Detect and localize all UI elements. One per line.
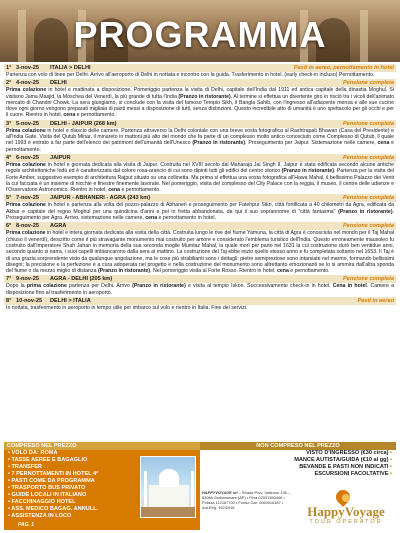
day-meal-plan: Pensione completa (343, 154, 394, 161)
day-block (4, 120, 396, 153)
day-route: JAIPUR - ABHANERI - AGRA (243 km) (50, 195, 151, 202)
day-meal-plan: Pensione completa (343, 120, 394, 127)
day-meal-plan: Pasti in aereo, pernottamento in hotel (293, 65, 394, 71)
day-number: 6° (6, 223, 12, 230)
day-description: Prima colazione in hotel e rilascio delle camere. Partenza attraverso la Delhi coloniale con una breve sosta fotografica al Rashtrapati Bhawan (Casa del Presidente) e all'India Gate. Visita del Qutub Minar, il minareto in mattoni più alto del mondo che fa parte di un complesso molto antico conosciuto come Complesso di Qutub, il quale nel 1993 è entrato a far parte dell'elenco dei patrimoni dell'umanità dell'Unesco (Pranzo in ristorante). Proseguimento per Jaipur. Sistemazione nelle camere, cena e pernottamento. (6, 127, 395, 153)
agency-details: – Strada Prov. Valleone 136 – 63066 Grottammare (AP) • P.iva 02031350446 • Polizza 112167700 • Fondo Gar: 0060016187 • Aut.Reg. 492/2018 (202, 490, 291, 510)
day-header (4, 120, 396, 128)
day-number: 7° (6, 276, 12, 283)
happyvoyage-logo (296, 490, 396, 530)
day-block (4, 64, 396, 78)
included-item: • PASTI COME DA PROGRAMMA (8, 478, 95, 484)
day-description: In nottata, trasferimento in aeroporto in tempo utile per imbarco sul volo e rientro in Italia. Fine dei servizi. (6, 305, 248, 312)
day-route: AGRA - DELHI (205 km) (50, 276, 113, 283)
excluded-heading: NON COMPRESO NEL PREZZO (200, 442, 396, 450)
day-header (4, 222, 396, 230)
day-route: DELHI > ITALIA (50, 298, 91, 305)
day-date: 5-nov-25 (16, 120, 40, 127)
agency-info (202, 490, 292, 510)
excluded-item: ESCURSIONI FACOLTATIVE • (314, 471, 392, 477)
day-header (4, 297, 396, 305)
day-header (4, 275, 396, 283)
page-title: PROGRAMMA (73, 14, 327, 55)
agency-name: HAPPYVOYAGE srl (202, 490, 238, 495)
page-number: PAG. 1 (18, 522, 35, 528)
day-header (4, 194, 396, 202)
excluded-item: MANCE AUTISTA/GUIDA (€10 al gg) • (294, 457, 392, 463)
day-meal-plan: Pensione completa (343, 195, 394, 202)
day-block (4, 79, 396, 118)
day-meal-plan: Pensione completa (343, 223, 394, 230)
itinerary (4, 64, 396, 312)
day-number: 2° (6, 80, 12, 87)
day-number: 4° (6, 154, 12, 161)
day-description: Prima colazione in hotel e mattinata a disposizione. Pomeriggio partenza la visita di Delhi, capitale dell'India dal 1911 ed antica capitale della dinastia Moghul. Si visitano Jama Masjid, la Moschea del Venerdì, la più grande di tutta l'India (Pranzo in ristorante). Al termine si effettua un divertente giro in risciò tra i vicoli dell'animato mercato di Chandni Chowk. La sera giungiamo, si conclude con la visita del famoso Tempio Sikh, il Bangla Sahib, con l'ingresso all'adiacente mensa e alle sue cucine dove ogni giorno vengono preparati migliaia di pasti messi a disposizione di tutti, senza distinzioni. Questo incredibile atto di umanità è uno spettacolo per gli occhi e per il cuore. Rientro in hotel, cena e pernottamento. (6, 87, 395, 119)
excluded-list (200, 450, 396, 490)
included-item: • TRANSFER (8, 464, 42, 470)
day-date: 3-nov-25 (16, 65, 40, 71)
day-number: 5° (6, 195, 12, 202)
day-route: ITALIA > DELHI (50, 65, 91, 71)
day-meal-plan: Pensione completa (343, 80, 394, 87)
day-date: 4-nov-25 (16, 80, 40, 87)
day-description: Prima colazione in hotel e giornata dedicata alla visita di Jaipur. Costruita nel XVIII secolo dal Maharaja Jai Singh II, Jaipur è stata edificata secondo alcune antiche regole architettoniche Indù ed è caratterizzata dal colore rosa-arancio di cui sono dipinti tutti gli edifici del centro storico (Pranzo in ristorante). Partenza per la visita del Forte Amber, suggestivo esempio di architettura Rajput situato su una collinetta. Ma prima si effettua una sosta fotografica all'Hawa Mahal, il bellissimo Palazzo dei Venti la cui facciata è un insieme di nicchie e finestre finemente lavorate. Nel pomeriggio, visita del complesso del City Palace con la reggia, il museo, il centre delle udienze e l'Osservatorio Astronomico. Rientro in hotel, cena e pernottamento. (6, 161, 395, 194)
day-block (4, 154, 396, 193)
excluded-item: VISTO D'INGRESSO (€30 circa) • (306, 450, 392, 456)
logo-name: HappyVoyage (307, 504, 385, 519)
day-number: 1° (6, 65, 12, 71)
day-meal-plan: Pasti in aereo (357, 298, 394, 305)
day-date: 7-nov-25 (16, 195, 40, 202)
day-route: DELHI - JAIPUR (268 km) (50, 120, 117, 127)
day-date: 8-nov-25 (16, 223, 40, 230)
day-number: 3° (6, 120, 12, 127)
day-meal-plan: Pensione completa (343, 276, 394, 283)
day-date: 9-nov-25 (16, 276, 40, 283)
day-description: Prima colazione in hotel e partenza alla volta del pozzo-palazzo di Abhaneri e proseguimento per Fatehpur Sikri, città fortificata a 40 chilometri da Agra, edificata da Akbar e capitale del regno Moghul per una quindicina d'anni e poi in fretta abbandonata, da qui il suo soprannome di "città fantasma" (Pranzo in ristorante). Proseguimento per Agra. Arrivo, sistemazione nelle camere, cena e pernottamento in hotel. (6, 202, 395, 222)
included-item: • VOLO DA: ROMA (8, 450, 58, 456)
day-route: DELHI (50, 80, 67, 87)
day-description: Prima colazione in hotel e intera giornata dedicata alla visita della città. Costruita lungo le rive del fiume Yamuna, la città di Agra è conosciuta nel mondo per il Taj Mahal (chiuso il venerdì), descritto come il più stravagante monumento mai costruito per amore e considerato l'emblema turistico dell'India. Questo erroneamente mausoleo fu costruito dall'imperatore Shah Jahan in memoria della sua seconda moglie Mumtaz Mahal, la quale morì per parto nel 1631 la cui costruzione durò ben ventidue anni, secondo quanto si narra, i suoi capelli imbiancarono dalla sera al mattino. La costruzione del Taj ebbe inizio quello stesso anno e fu completata soltanto nel 1653. Il Taj è di una grazia sorprendente visto da qualunque angolazione, ma le cose più strabilianti sono i dettagli: pietre semipreziose sono intarsiate nel marmo, formando bellissimi disegni; la precisione e la perfezione è a cura adoperata nel progetto e nella costruzione del monumento sono altrettanto emozionanti se lo si ammira dall'altra sponda del fiume o da mezzo miglio di distanza (Pranzo in ristorante). Nel pomeriggio visita al Forte Rosso. Rientro in hotel, cena e pernottamento. (6, 230, 394, 275)
included-item: • ASSISTENZA IN LOCO (8, 513, 72, 519)
taj-mahal-photo (140, 456, 196, 518)
logo-sun-icon (342, 494, 350, 502)
day-description: Dopo la prima colazione partenza per Delhi. Arrivo (Pranzo in ristorante) e visita al tempio Iskon. Successivamente check-in in hotel. Cena in hotel. Camere a disposizione fino al trasferimento in aeroporto. (6, 283, 395, 296)
day-header (4, 154, 396, 162)
included-item: • TRASPORTO BUS PRIVATO (8, 485, 86, 491)
day-block (4, 194, 396, 221)
day-description: Partenza con volo di linee per Delhi. Arrivo all'aeroporto di Delhi in nottata e incontro con la guida. Trasferimento in hotel. (early check-in incluso) Pernottamento. (6, 72, 375, 78)
day-header (4, 79, 396, 87)
day-block (4, 275, 396, 296)
day-route: AGRA (50, 223, 67, 230)
included-item: • TASSE AEREE E BAGAGLIO (8, 457, 88, 463)
excluded-item: BEVANDE E PASTI NON INDICATI • (299, 464, 392, 470)
header-banner (0, 0, 400, 62)
included-heading: COMPRESO NEL PREZZO (4, 442, 200, 450)
day-date: 6-nov-25 (16, 154, 40, 161)
logo-subtitle: TOUR OPERATOR (309, 519, 383, 525)
included-item: • GUIDE LOCALI IN ITALIANO (8, 492, 87, 498)
included-item: • ASS. MEDICO BAGAG. ANNULL. (8, 506, 99, 512)
day-block (4, 222, 396, 274)
day-route: JAIPUR (50, 154, 71, 161)
included-item: • 7 PERNOTTAMENTI IN HOTEL 4* (8, 471, 99, 477)
day-number: 8° (6, 298, 12, 305)
day-block (4, 297, 396, 311)
price-footer (4, 442, 396, 530)
day-header (4, 64, 396, 72)
included-item: • FACCHINAGGIO HOTEL (8, 499, 76, 505)
day-date: 10-nov-25 (16, 298, 43, 305)
